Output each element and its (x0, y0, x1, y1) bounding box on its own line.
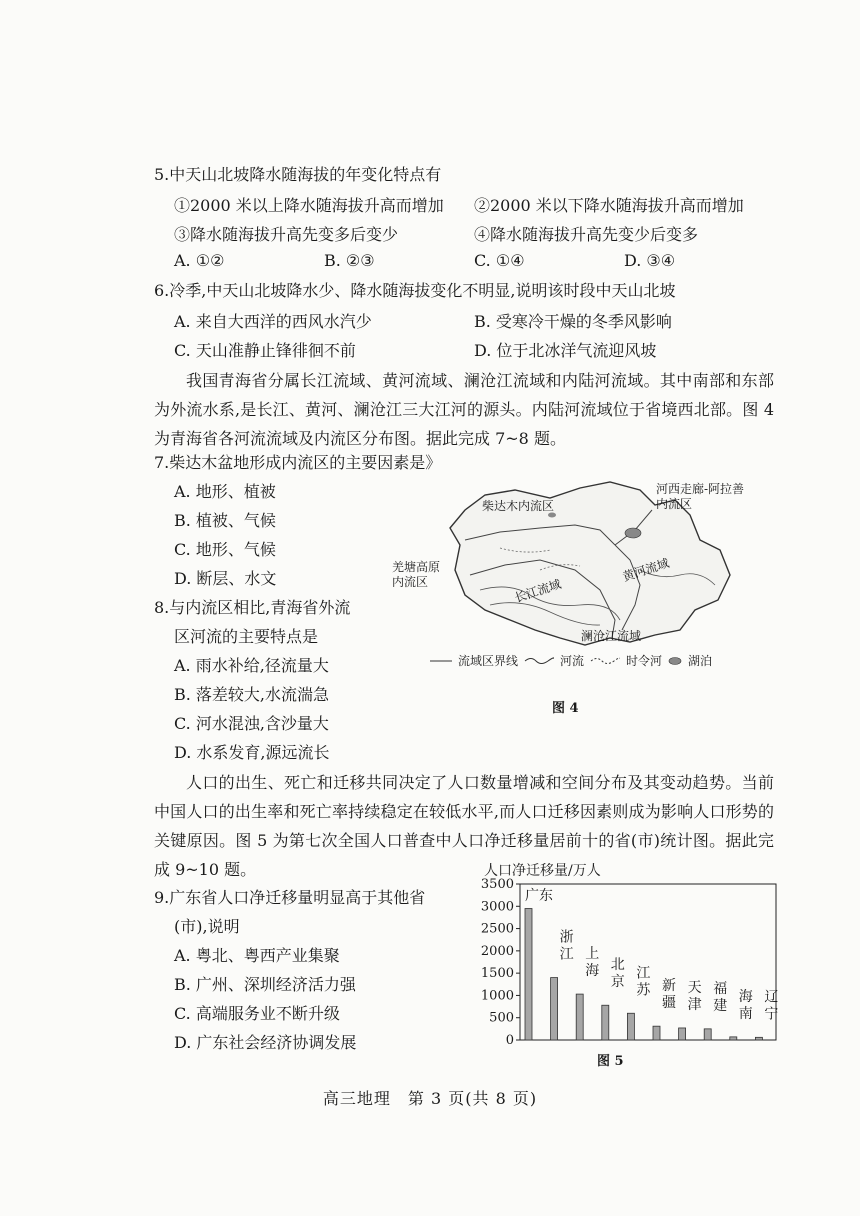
chart-y-title: 人口净迁移量/万人 (484, 863, 601, 879)
bar-label-0: 广东 (525, 888, 553, 904)
figure-4-caption: 图 4 (552, 701, 579, 716)
y-tick-label: 3500 (480, 877, 514, 892)
q8-stem-line1: 8.与内流区相比,青海省外流 (154, 598, 351, 617)
q7-option-d: D. 断层、水文 (174, 569, 277, 588)
bar-1 (551, 978, 558, 1040)
y-tick-label: 1000 (480, 988, 514, 1004)
bar-label-2: 上海 (585, 946, 600, 980)
q5-statement-1: ①2000 米以上降水随海拔升高而增加 (174, 196, 444, 215)
map-label-hexi-line1: 河西走廊-阿拉善 (656, 482, 745, 496)
bar-6 (679, 1028, 686, 1040)
map-label-changjiang: 长江流域 (512, 576, 563, 606)
legend-river-swatch (524, 656, 554, 666)
map-label-hexi-line2: 内流区 (656, 497, 693, 511)
q6-option-a: A. 来自大西洋的西风水汽少 (174, 312, 372, 331)
map-legend (430, 652, 712, 669)
q6-options-row1 (174, 309, 774, 332)
map-label-qaidam: 柴达木内流区 (482, 499, 555, 513)
bar-0 (525, 909, 532, 1040)
y-tick-label: 500 (489, 1010, 514, 1026)
q5-statements-row1 (174, 193, 774, 216)
bar-label-7: 福建 (713, 980, 728, 1014)
q5-statement-3: ③降水随海拔升高先变多后变少 (174, 225, 399, 244)
bar-3 (602, 1005, 609, 1040)
q7-option-b: B. 植被、气候 (174, 511, 276, 530)
q8-option-c: C. 河水混浊,含沙量大 (174, 714, 329, 733)
legend-boundary-label: 流域区界线 (458, 654, 519, 668)
legend-lake-label: 湖泊 (688, 654, 713, 668)
y-tick-label: 1500 (480, 966, 514, 982)
q5-statements-row2 (174, 222, 774, 245)
bar-label-4: 江苏 (636, 965, 651, 999)
q7-option-c: C. 地形、气候 (174, 540, 276, 559)
legend-river-label: 河流 (560, 654, 585, 668)
legend-seasonal-swatch (590, 656, 620, 666)
bar-label-8: 海南 (738, 988, 753, 1022)
y-tick-label: 3000 (480, 899, 514, 915)
bar-label-9: 辽宁 (764, 989, 779, 1023)
q5-stem: 5.中天山北坡降水随海拔的年变化特点有 (154, 165, 442, 184)
bar-7 (704, 1029, 711, 1040)
q8-option-d: D. 水系发育,源远流长 (174, 743, 330, 762)
q8-option-a: A. 雨水补给,径流量大 (174, 656, 329, 675)
bar-label-5: 新疆 (662, 978, 676, 1012)
q8-option-b: B. 落差较大,水流湍急 (174, 685, 330, 704)
q9-option-c: C. 高端服务业不断升级 (174, 1004, 340, 1023)
q7-option-a: A. 地形、植被 (174, 482, 276, 501)
q6-option-d: D. 位于北冰洋气流迎风坡 (474, 341, 657, 360)
bar-2 (576, 994, 583, 1040)
q9-stem-line2: (市),说明 (174, 917, 240, 936)
passage-population: 人口的出生、死亡和迁移共同决定了人口数量增减和空间分布及其变动趋势。当前中国人口的出生率和死亡率持续稳定在较低水平,而人口迁移因素则成为影响人口形势的关键原因。图 5 为第七次全国人口普查中人口净迁移量居前十的省(市)统计图。据此完成 9~10 题。 (154, 773, 774, 879)
y-tick-label: 2500 (480, 921, 514, 937)
net-migration-bar-chart (474, 876, 784, 1050)
q9-option-b: B. 广州、深圳经济活力强 (174, 975, 356, 994)
y-tick-label: 2000 (480, 943, 514, 959)
q9-stem-line1: 9.广东省人口净迁移量明显高于其他省 (154, 888, 426, 907)
map-label-lancang: 澜沧江流域 (581, 629, 642, 643)
q5-option-b: B. ②③ (324, 251, 375, 270)
chart-frame (520, 884, 779, 1040)
q6-option-b: B. 受寒冷干燥的冬季风影响 (474, 312, 672, 331)
q5-options (174, 251, 774, 270)
passage-qinghai: 我国青海省分属长江流域、黄河流域、澜沧江流域和内陆河流域。其中南部和东部为外流水系,是长江、黄河、澜沧江三大江河的源头。内陆河流域位于省境西北部。图 4 为青海省各河流流域及内流区分布图。据此完成 7~8 题。 (154, 371, 774, 448)
q6-stem: 6.冷季,中天山北坡降水少、降水随海拔变化不明显,说明该时段中天山北坡 (154, 281, 676, 300)
legend-boundary-swatch (430, 657, 452, 665)
q6-options-row2 (174, 338, 774, 361)
y-tick-label: 0 (505, 1033, 514, 1048)
bar-5 (653, 1026, 660, 1040)
qinghai-basin-map (390, 470, 760, 670)
legend-seasonal-label: 时令河 (626, 654, 663, 668)
bar-9 (755, 1037, 762, 1040)
map-label-qiangtang-line1: 羌塘高原 (392, 560, 441, 574)
q5-option-c: C. ①④ (474, 251, 525, 270)
q9-option-d: D. 广东社会经济协调发展 (174, 1033, 357, 1052)
bar-4 (627, 1013, 634, 1040)
bar-label-1: 浙江 (559, 929, 574, 963)
map-label-qiangtang-line2: 内流区 (392, 575, 429, 589)
q5-option-a: A. ①② (174, 251, 225, 270)
figure-5-caption: 图 5 (597, 1054, 624, 1069)
q7-stem: 7.柴达木盆地形成内流区的主要因素是》 (154, 453, 442, 472)
q8-stem-line2: 区河流的主要特点是 (174, 627, 319, 646)
bar-label-3: 北京 (610, 957, 625, 991)
map-label-huanghe: 黄河流域 (620, 555, 671, 585)
q5-statement-4: ④降水随海拔升高先变少后变多 (474, 225, 699, 244)
bar-8 (730, 1037, 737, 1040)
page-footer: 高三地理 第 3 页(共 8 页) (322, 1089, 538, 1108)
q5-statement-2: ②2000 米以下降水随海拔升高而增加 (474, 196, 744, 215)
q6-option-c: C. 天山准静止锋徘徊不前 (174, 341, 356, 360)
bar-label-6: 天津 (687, 979, 702, 1013)
lake-qinghai (625, 528, 641, 538)
legend-lake-swatch (668, 656, 682, 666)
q5-option-d: D. ③④ (624, 251, 676, 270)
q9-option-a: A. 粤北、粤西产业集聚 (174, 946, 340, 965)
